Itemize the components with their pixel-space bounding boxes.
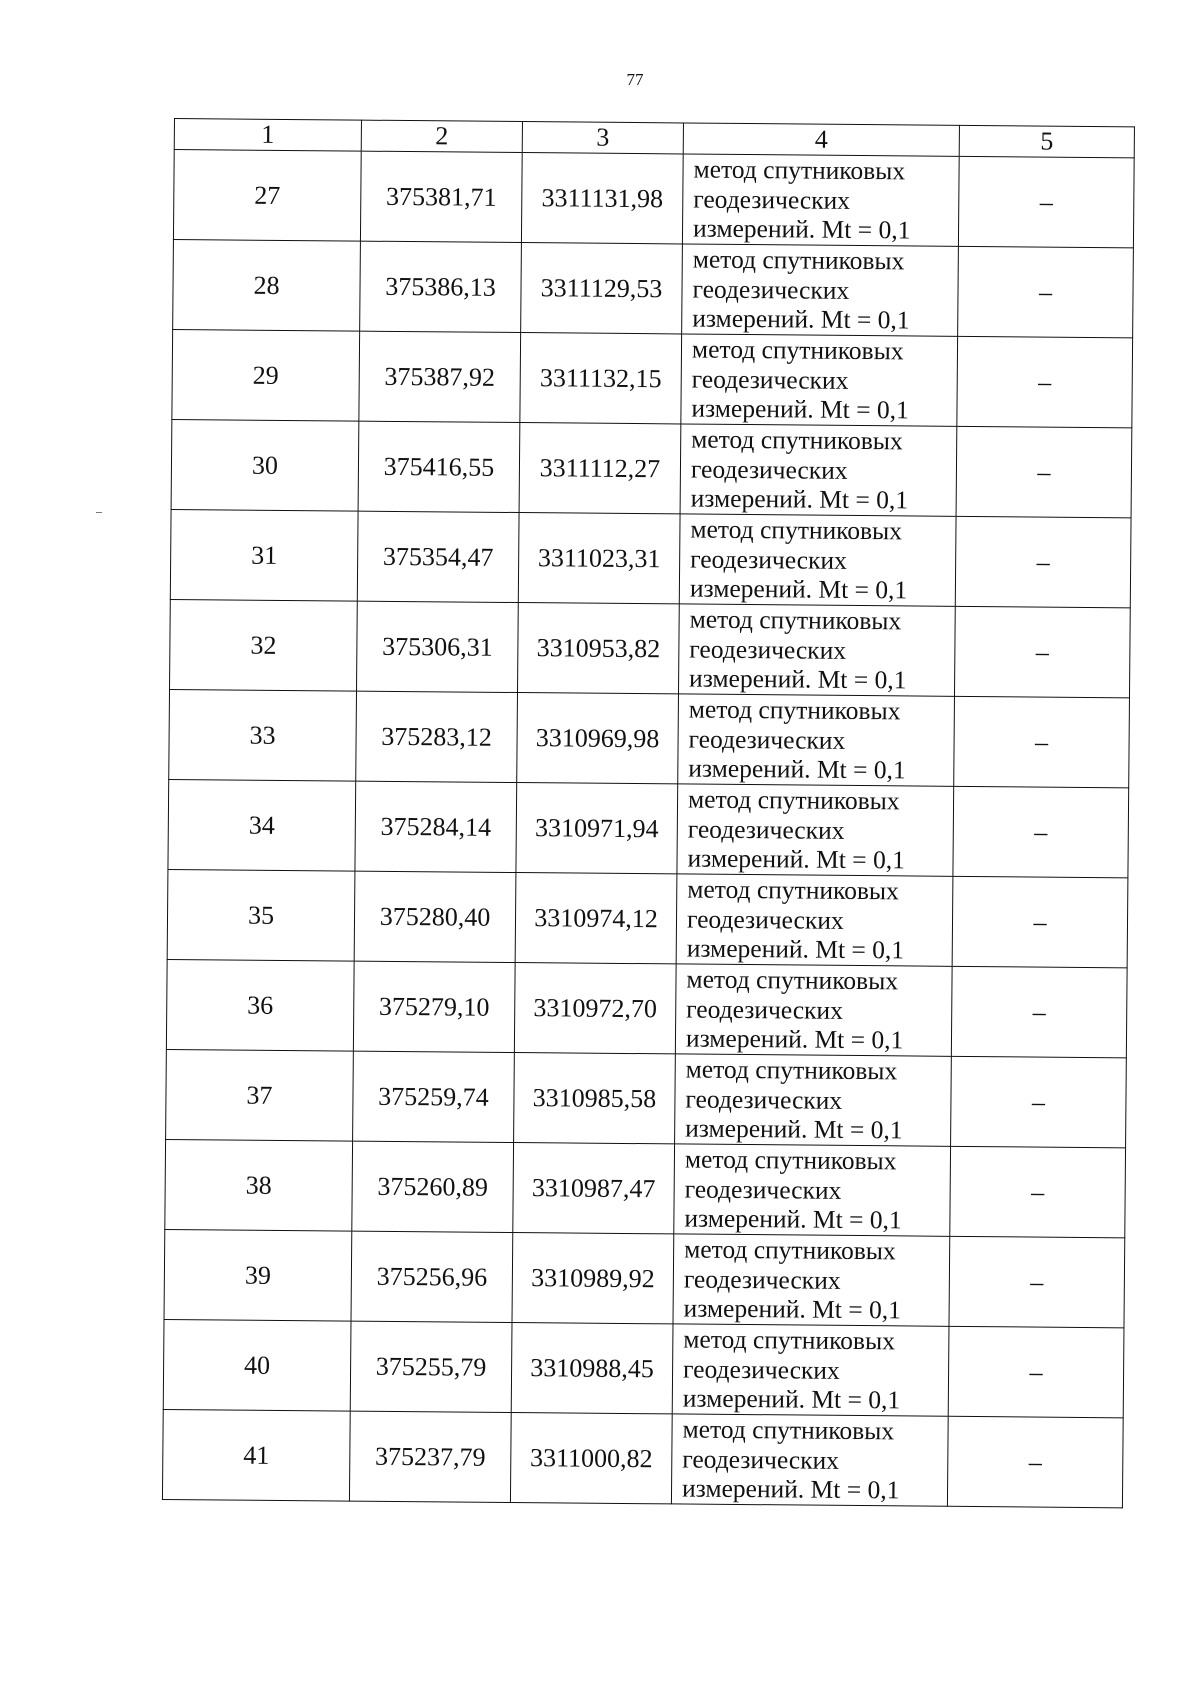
y-coordinate-cell: 3311023,31 (518, 513, 680, 604)
note-cell: – (956, 426, 1132, 518)
method-cell (677, 784, 954, 876)
note-cell: – (947, 1416, 1123, 1508)
method-line: геодезических (685, 1084, 843, 1115)
method-cell (674, 1144, 951, 1236)
x-coordinate-cell: 375386,13 (360, 241, 522, 332)
x-coordinate-cell: 375381,71 (360, 151, 522, 242)
method-line: измерений. Mt = 0,1 (692, 213, 911, 245)
note-cell: – (958, 156, 1134, 248)
point-number-cell: 31 (170, 509, 358, 601)
note-cell: – (954, 696, 1130, 788)
table-row (165, 1139, 1126, 1237)
method-line: геодезических (689, 634, 847, 665)
y-coordinate-cell: 3310971,94 (516, 783, 678, 874)
table-row (173, 150, 1134, 248)
method-cell (672, 1324, 949, 1416)
note-cell: – (951, 1056, 1127, 1148)
note-cell: – (958, 246, 1134, 338)
method-line: метод спутниковых (687, 874, 899, 906)
method-line: измерений. Mt = 0,1 (684, 1203, 902, 1235)
method-cell (680, 424, 957, 516)
header-cell-1: 1 (174, 119, 361, 152)
method-line: геодезических (686, 994, 844, 1025)
method-line: измерений. Mt = 0,1 (685, 1023, 904, 1055)
method-cell (676, 874, 953, 966)
note-cell: – (950, 1146, 1126, 1238)
table-row (164, 1229, 1125, 1327)
y-coordinate-cell: 3310972,70 (514, 963, 676, 1054)
x-coordinate-cell: 375416,55 (358, 421, 520, 512)
table-row (173, 239, 1134, 337)
method-line: геодезических (693, 184, 851, 215)
method-line: измерений. Mt = 0,1 (682, 1383, 901, 1415)
point-number-cell: 27 (173, 150, 361, 242)
method-line: измерений. Mt = 0,1 (692, 303, 910, 335)
point-number-cell: 35 (167, 869, 355, 961)
y-coordinate-cell: 3311112,27 (519, 423, 681, 514)
header-cell-2: 2 (361, 120, 522, 152)
x-coordinate-cell: 375256,96 (351, 1231, 513, 1322)
method-line: геодезических (684, 1174, 842, 1205)
method-line: метод спутниковых (688, 694, 901, 726)
method-line: геодезических (688, 724, 846, 755)
method-line: измерений. Mt = 0,1 (691, 393, 909, 425)
method-cell (679, 514, 956, 606)
method-cell (671, 1414, 948, 1506)
x-coordinate-cell: 375237,79 (349, 1411, 511, 1502)
table-row (170, 509, 1131, 607)
x-coordinate-cell: 375284,14 (355, 781, 517, 872)
header-cell-5: 5 (959, 125, 1134, 158)
method-cell (681, 334, 958, 426)
method-cell (675, 964, 952, 1056)
method-line: измерений. Mt = 0,1 (689, 573, 908, 605)
method-line: геодезических (690, 454, 848, 485)
point-number-cell: 33 (169, 689, 357, 781)
note-cell: – (954, 606, 1130, 698)
note-cell: – (948, 1326, 1124, 1418)
y-coordinate-cell: 3311132,15 (520, 333, 682, 424)
y-coordinate-cell: 3310969,98 (517, 693, 679, 784)
point-number-cell: 41 (162, 1409, 350, 1501)
method-line: метод спутниковых (687, 784, 900, 816)
x-coordinate-cell: 375280,40 (354, 871, 516, 962)
point-number-cell: 40 (163, 1319, 351, 1411)
method-line: геодезических (683, 1264, 841, 1295)
y-coordinate-cell: 3311131,98 (521, 153, 683, 244)
x-coordinate-cell: 375255,79 (350, 1321, 512, 1412)
method-line: геодезических (682, 1354, 840, 1385)
method-cell (682, 244, 959, 336)
note-cell: – (957, 336, 1133, 428)
point-number-cell: 32 (170, 599, 358, 691)
point-number-cell: 30 (171, 419, 359, 511)
method-line: геодезических (691, 364, 849, 395)
method-line: измерений. Mt = 0,1 (686, 933, 905, 965)
method-line: геодезических (687, 814, 845, 845)
header-cell-3: 3 (522, 122, 683, 154)
note-cell: – (949, 1236, 1125, 1328)
method-line: метод спутниковых (685, 1054, 898, 1086)
table-row (169, 689, 1130, 787)
method-line: метод спутниковых (682, 1414, 895, 1446)
table-row (167, 869, 1128, 967)
method-line: геодезических (690, 544, 847, 575)
point-number-cell: 36 (166, 959, 354, 1051)
method-line: метод спутниковых (684, 1144, 897, 1176)
table-row (166, 1049, 1127, 1147)
x-coordinate-cell: 375354,47 (357, 511, 519, 602)
note-cell: – (951, 966, 1127, 1058)
page-number: 77 (626, 70, 644, 89)
y-coordinate-cell: 3311129,53 (521, 243, 683, 334)
table-row (166, 959, 1127, 1057)
method-line: метод спутниковых (683, 1324, 896, 1356)
y-coordinate-cell: 3310953,82 (517, 603, 679, 694)
point-number-cell: 28 (173, 239, 361, 331)
table-row (168, 779, 1129, 877)
method-cell (678, 604, 955, 696)
method-cell (675, 1054, 952, 1146)
y-coordinate-cell: 3310987,47 (513, 1143, 675, 1234)
note-cell: – (953, 786, 1129, 878)
method-line: измерений. Mt = 0,1 (683, 1293, 902, 1325)
method-line: метод спутниковых (686, 964, 899, 996)
method-line: измерений. Mt = 0,1 (681, 1473, 900, 1505)
y-coordinate-cell: 3310974,12 (515, 873, 677, 964)
y-coordinate-cell: 3310985,58 (514, 1053, 676, 1144)
method-line: измерений. Mt = 0,1 (687, 843, 906, 875)
table-row (162, 1409, 1123, 1507)
method-line: измерений. Mt = 0,1 (688, 753, 906, 785)
point-number-cell: 29 (172, 329, 360, 421)
note-cell: – (952, 876, 1128, 968)
table-body (162, 150, 1134, 1508)
point-number-cell: 34 (168, 779, 356, 871)
y-coordinate-cell: 3310988,45 (511, 1322, 673, 1413)
method-line: геодезических (682, 1444, 840, 1475)
header-cell-4: 4 (683, 123, 959, 156)
y-coordinate-cell: 3311000,82 (510, 1412, 672, 1503)
method-line: метод спутниковых (689, 604, 902, 636)
method-cell (673, 1234, 950, 1326)
table-row (170, 599, 1131, 697)
point-number-cell: 37 (166, 1049, 354, 1141)
point-number-cell: 39 (164, 1229, 352, 1321)
x-coordinate-cell: 375387,92 (359, 331, 521, 422)
method-line: метод спутниковых (690, 514, 903, 546)
x-coordinate-cell: 375260,89 (352, 1141, 514, 1232)
margin-mark (96, 512, 102, 513)
method-line: метод спутниковых (691, 424, 903, 456)
method-line: метод спутниковых (684, 1234, 896, 1266)
table-row (163, 1319, 1124, 1417)
y-coordinate-cell: 3310989,92 (512, 1232, 674, 1323)
table-row (172, 329, 1133, 427)
method-line: метод спутниковых (692, 244, 905, 276)
method-line: метод спутниковых (691, 334, 904, 366)
method-line: измерений. Mt = 0,1 (685, 1113, 903, 1145)
coordinates-table (162, 118, 1135, 1508)
method-cell (682, 154, 959, 246)
note-cell: – (955, 516, 1131, 608)
x-coordinate-cell: 375283,12 (356, 691, 518, 782)
x-coordinate-cell: 375279,10 (353, 961, 515, 1052)
x-coordinate-cell: 375259,74 (353, 1051, 515, 1142)
point-number-cell: 38 (165, 1139, 353, 1231)
x-coordinate-cell: 375306,31 (357, 601, 519, 692)
method-line: геодезических (686, 904, 844, 935)
method-line: метод спутниковых (693, 154, 906, 186)
method-line: геодезических (692, 274, 850, 305)
method-cell (678, 694, 955, 786)
method-line: измерений. Mt = 0,1 (689, 663, 907, 695)
method-line: измерений. Mt = 0,1 (690, 483, 909, 515)
table-row (171, 419, 1132, 517)
